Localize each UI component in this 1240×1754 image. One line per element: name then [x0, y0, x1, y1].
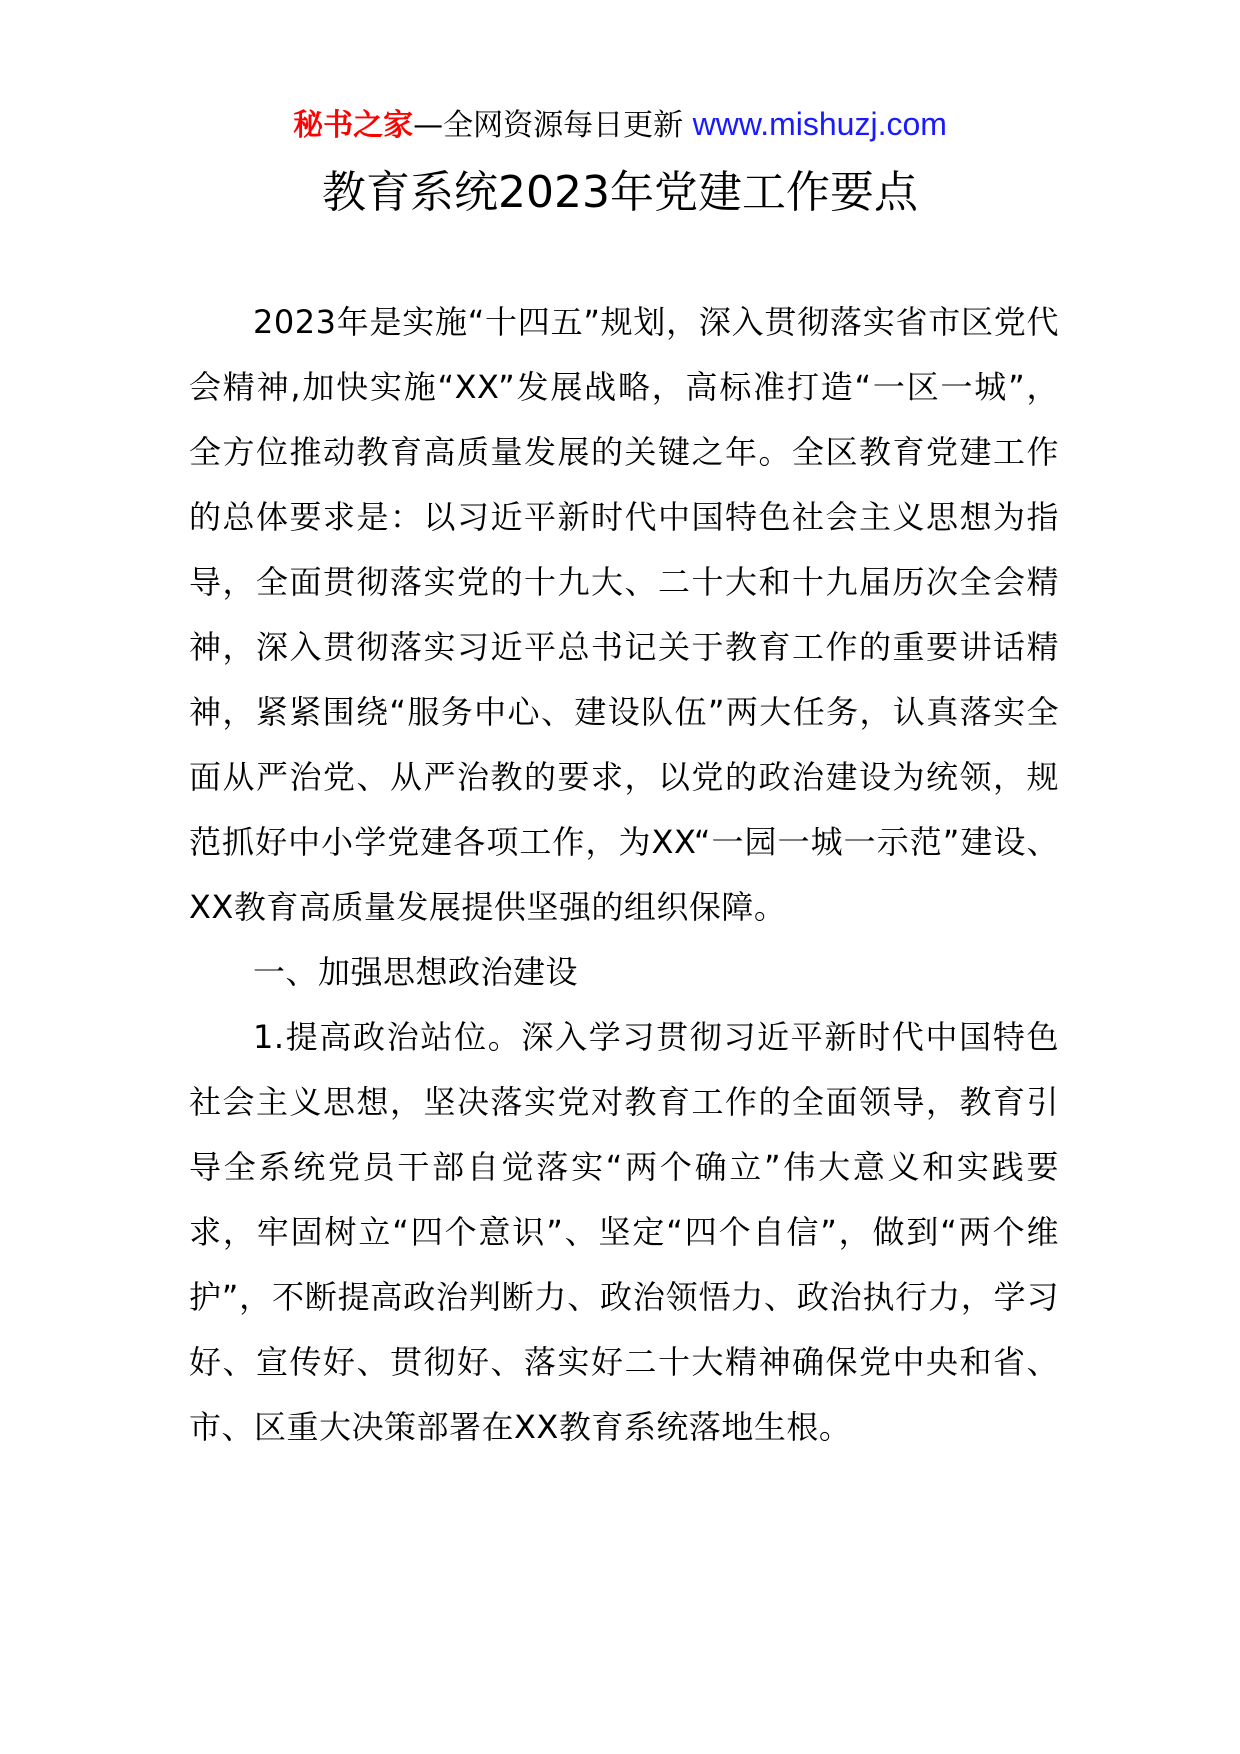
- section-heading: 一、加强思想政治建设: [253, 953, 579, 991]
- document-body: [189, 290, 1059, 1460]
- brand-name: 秘书之家: [293, 108, 414, 143]
- site-header: [0, 102, 1240, 148]
- site-url-link[interactable]: www.mishuzj.com: [692, 106, 947, 142]
- intro-paragraph: 2023年是实施“十四五”规划，深入贯彻落实省市区党代会精神,加快实施“XX”发展战略，高标准打造“一区一城”，全方位推动教育高质量发展的关键之年。全区教育党建工作的总体要求是：以习近平新时代中国特色社会主义思想为指导，全面贯彻落实党的十九大、二十大和十九届历次全会精神，深入贯彻落实习近平总书记关于教育工作的重要讲话精神，紧紧围绕“服务中心、建设队伍”两大任务，认真落实全面从严治党、从严治教的要求，以党的政治建设为统领，规范抓好中小学党建各项工作，为XX“一园一城一示范”建设、XX教育高质量发展提供坚强的组织保障。: [189, 303, 1059, 926]
- site-tagline: —全网资源每日更新: [413, 108, 693, 143]
- section-paragraph: 1.提高政治站位。深入学习贯彻习近平新时代中国特色社会主义思想，坚决落实党对教育工作的全面领导，教育引导全系统党员干部自觉落实“两个确立”伟大意义和实践要求，牢固树立“四个意识”、坚定“四个自信”，做到“两个维护”，不断提高政治判断力、政治领悟力、政治执行力，学习好、宣传好、贯彻好、落实好二十大精神确保党中央和省、市、区重大决策部署在XX教育系统落地生根。: [189, 1018, 1059, 1446]
- document-title: 教育系统2023年党建工作要点: [322, 167, 918, 218]
